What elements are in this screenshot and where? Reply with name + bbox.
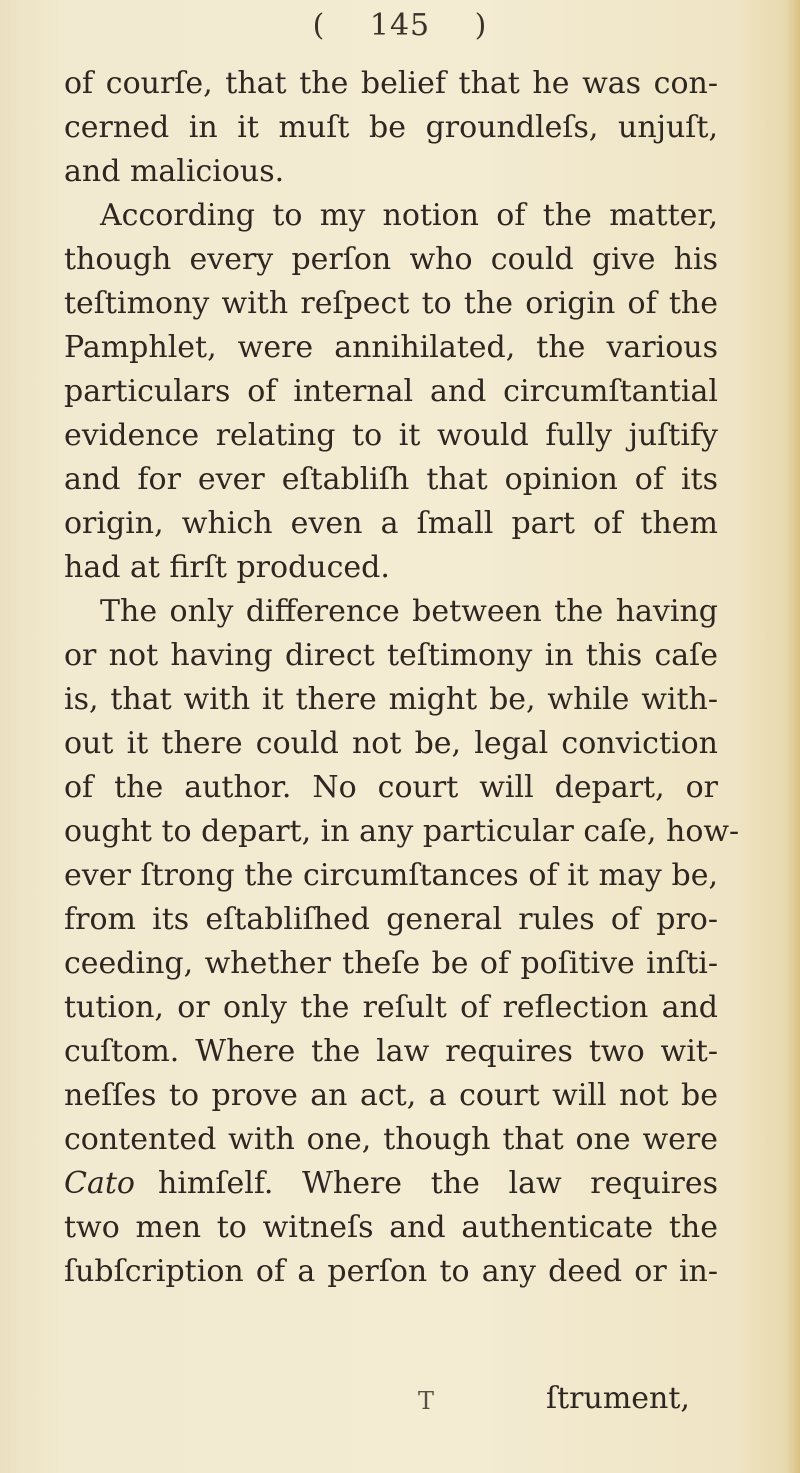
text-line: According to my notion of the matter, (100, 198, 718, 233)
page-header (0, 8, 800, 43)
text-line: contented with one, though that one were (64, 1122, 718, 1157)
text-line: particulars of internal and circumſtantial (64, 374, 718, 409)
text-line-remainder: himſelf. Where the law requires (158, 1166, 718, 1201)
page-edge (786, 0, 800, 1473)
page-number: 145 (369, 8, 431, 43)
text-line: teſtimony with reſpect to the origin of the (64, 286, 718, 321)
text-line: out it there could not be, legal conviction (64, 726, 718, 761)
text-line: origin, which even a ſmall part of them (64, 506, 718, 541)
text-line: or not having direct teſtimony in this caſe (64, 638, 718, 673)
text-line: Pamphlet, were annihilated, the various (64, 330, 718, 365)
text-line: though every perſon who could give his (64, 242, 718, 277)
text-line: tution, or only the reſult of reflection and (64, 990, 718, 1025)
text-line: cerned in it muſt be groundleſs, unjuſt, (64, 110, 718, 145)
text-line: from its eſtabliſhed general rules of pro- (64, 902, 718, 937)
header-close-paren: ) (474, 8, 488, 43)
text-line: had at firſt produced. (64, 550, 390, 585)
signature-mark: T (418, 1387, 435, 1415)
text-line: ought to depart, in any particular caſe, how- (64, 814, 740, 849)
text-line: of courſe, that the belief that he was con- (64, 66, 718, 101)
text-line: neſſes to prove an act, a court will not be (64, 1078, 718, 1113)
text-line: two men to witneſs and authenticate the (64, 1210, 718, 1245)
text-line: ceeding, whether theſe be of poſitive inſti- (64, 946, 718, 981)
text-line: evidence relating to it would fully juſtify (64, 418, 718, 453)
text-line-cato (64, 1165, 718, 1203)
catchword: ſtrument, (546, 1381, 690, 1416)
text-line: is, that with it there might be, while with- (64, 682, 718, 717)
text-line: of the author. No court will depart, or (64, 770, 718, 805)
text-line: cuſtom. Where the law requires two wit- (64, 1034, 718, 1069)
text-line: and for ever eſtabliſh that opinion of its (64, 462, 718, 497)
text-line: ever ſtrong the circumſtances of it may be, (64, 858, 718, 893)
text-line: The only difference between the having (100, 594, 718, 629)
text-line: ſubſcription of a perſon to any deed or in- (64, 1254, 718, 1289)
text-line: and malicious. (64, 154, 285, 189)
italic-name: Cato (64, 1166, 135, 1201)
header-open-paren: ( (312, 8, 326, 43)
